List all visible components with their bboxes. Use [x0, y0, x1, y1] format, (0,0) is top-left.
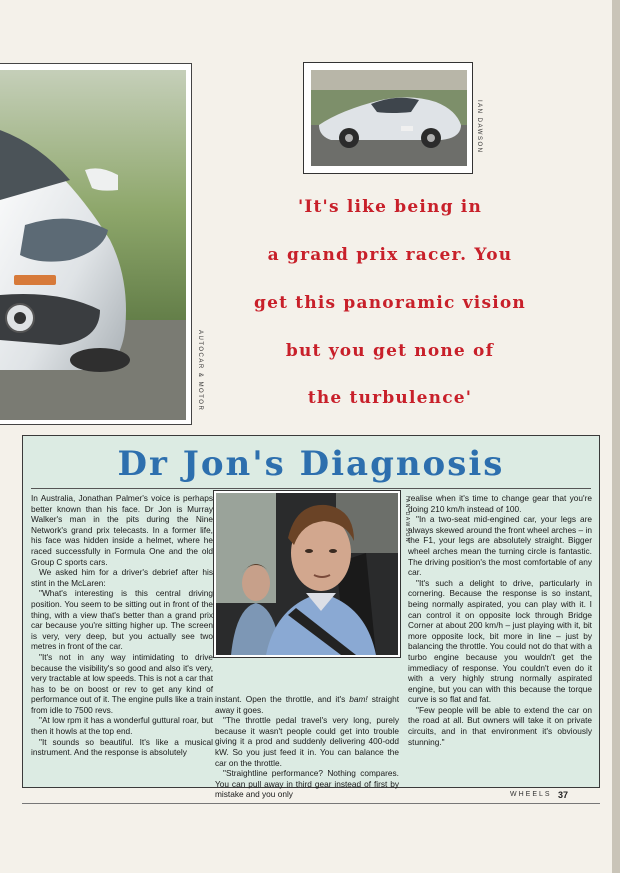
paragraph: "In a two-seat mid-engined car, your legs are always skewed around the front wheel arches – in the F1, your legs are absolutely straight. Bigger wheel arches mean the turning circle is fantastic. The driving position's the most comfortable of any car. — [408, 514, 592, 578]
mid-photo-credit: IAN DAWSON — [404, 496, 410, 544]
driver-portrait-image — [216, 493, 398, 655]
quote-line-5: the turbulence' — [307, 388, 473, 408]
sidebar-headline: Dr Jon's Diagnosis — [117, 444, 505, 484]
article-column-2 — [215, 694, 399, 800]
quote-line-4: but you get none of — [285, 341, 495, 361]
car-profile-photo — [303, 62, 473, 174]
article-column-3 — [408, 493, 592, 747]
page-edge — [612, 0, 620, 873]
left-photo-credit: AUTOCAR & MOTOR — [197, 330, 203, 412]
pull-quote — [210, 185, 570, 415]
car-profile-image — [311, 70, 467, 166]
quote-line-3: get this panoramic vision — [254, 293, 526, 313]
paragraph — [215, 694, 399, 715]
quote-line-2: a grand prix racer. You — [267, 245, 513, 265]
magazine-name: WHEELS — [510, 791, 552, 798]
paragraph: "At low rpm it has a wonderful guttural roar, but then it howls at the top end. — [31, 715, 213, 737]
driver-portrait-photo — [213, 490, 401, 658]
paragraph: "It's such a delight to drive, particularly in cornering. Because the response is so instant, being normally aspirated, you can play with it. I can control it on opposite lock through Bridge Corner at about 200 km/h – just playing with it, bit more opposite lock, bit more in line – just by balancing the throttle. You could not do that with a turbo engine because you wouldn't get the immediacy of response. You couldn't even do it with a very highly strung normally aspirated engine, but you can with this because the torque curve is so flat and fat. — [408, 577, 592, 705]
text-span: instant. Open the throttle, and it's — [215, 694, 350, 704]
paragraph: "The throttle pedal travel's very long, purely because it wasn't people could get into trouble giving it a prod and suddenly delivering 400-odd kW. So you just feed it in. You can balance the car on the throttle. — [215, 715, 399, 768]
paragraph: "Few people will be able to extend the car on the road at all. But owners will take it on private circuits, and in that environment it's obviously stunning." — [408, 704, 592, 747]
paragraph: "Straightline performance? Nothing compares. You can pull away in third gear instead of first by mistake and you only — [215, 768, 399, 800]
car-front-image — [0, 70, 186, 420]
paragraph: In Australia, Jonathan Palmer's voice is perhaps better known than his face. Dr Jon is Murray Walker's man in the pits during the Nine Network's grand prix telecasts. In a former life, his face was hidden inside a helmet, where he raced successfully in Formula One and the old Group C sports cars. — [31, 493, 213, 567]
page-footer — [480, 791, 580, 805]
paragraph: "What's interesting is this central driving position. You seem to be sitting out in front of the thing, with a view that's better than a grand prix car because you're sitting higher up. The screen is very, very deep, but you actually see two metres in front of the car. — [31, 588, 213, 652]
emphasis: bam! — [349, 694, 368, 704]
quote-line-1: 'It's like being in — [297, 197, 483, 217]
text-span: straight away it goes. — [215, 694, 399, 715]
paragraph: realise when it's time to change gear that you're doing 210 km/h instead of 100. — [408, 493, 592, 514]
paragraph: We asked him for a driver's debrief after his stint in the McLaren: — [31, 567, 213, 588]
car-front-photo — [0, 63, 192, 425]
headline-rule — [31, 488, 591, 489]
article-column-1 — [31, 493, 213, 758]
paragraph: "It sounds so beautiful. It's like a musical instrument. And the response is absolutely — [31, 736, 213, 758]
top-photo-credit: IAN DAWSON — [476, 100, 482, 154]
paragraph: "It's not in any way intimidating to drive because the visibility's so good and also it's very, very tractable at low speeds. This is not a car that has to be on boost or rev to get any kind of performance out of it. The engine pulls like a train from idle to 7500 revs. — [31, 651, 214, 715]
page-number: 37 — [558, 790, 569, 800]
